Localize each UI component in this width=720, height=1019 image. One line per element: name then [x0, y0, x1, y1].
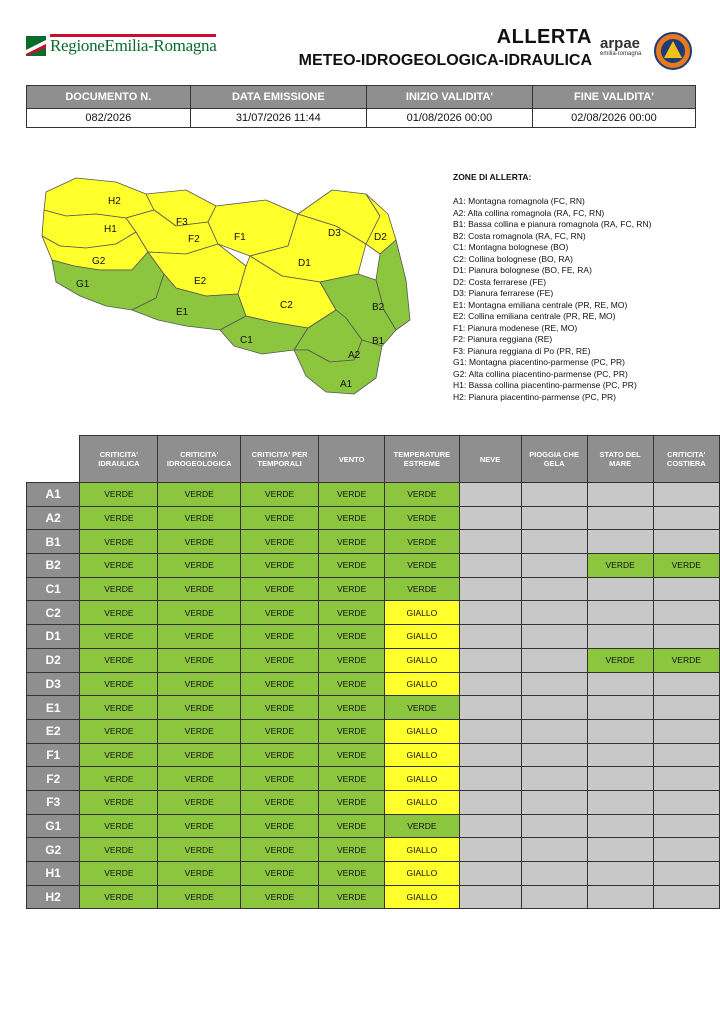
alert-cell: [521, 577, 587, 601]
alert-cell: VERDE: [80, 483, 158, 507]
alert-cell: VERDE: [80, 625, 158, 649]
alert-cell: VERDE: [653, 648, 719, 672]
alert-cell: [459, 483, 521, 507]
alert-cell: [587, 862, 653, 886]
alert-cell: [459, 648, 521, 672]
alert-cell: [587, 506, 653, 530]
alert-cell: VERDE: [158, 862, 241, 886]
alert-cell: VERDE: [80, 885, 158, 909]
alert-cell: VERDE: [319, 885, 385, 909]
alert-cell: [459, 719, 521, 743]
alert-cell: [521, 554, 587, 578]
alert-cell: [653, 577, 719, 601]
alert-cell: VERDE: [319, 743, 385, 767]
map-label-b2: B2: [372, 302, 385, 313]
legend-item: G1: Montagna piacentino-parmense (PC, PR): [453, 357, 625, 367]
alert-cell: VERDE: [158, 885, 241, 909]
alert-cell: [653, 838, 719, 862]
legend-item: A1: Montagna romagnola (FC, RN): [453, 196, 585, 206]
alert-cell: [653, 719, 719, 743]
alert-cell: [459, 838, 521, 862]
alert-cell: [587, 767, 653, 791]
alert-cell: VERDE: [319, 625, 385, 649]
alert-cell: [459, 814, 521, 838]
legend-item: F2: Pianura reggiana (RE): [453, 334, 553, 344]
grid-column-header: NEVE: [459, 436, 521, 483]
map-label-a2: A2: [348, 350, 361, 361]
alert-cell: [653, 672, 719, 696]
alert-cell: [459, 696, 521, 720]
alert-cell: GIALLO: [385, 648, 460, 672]
legend-item: C1: Montagna bolognese (BO): [453, 242, 569, 252]
map-label-a1: A1: [340, 379, 353, 390]
alert-cell: [521, 767, 587, 791]
table-row: [27, 814, 720, 838]
alert-cell: [521, 506, 587, 530]
map-label-h1: H1: [104, 224, 117, 235]
info-header-validity-end: FINE VALIDITA': [532, 86, 695, 109]
alert-cell: VERDE: [80, 719, 158, 743]
alert-cell: VERDE: [241, 577, 319, 601]
alert-cell: [521, 672, 587, 696]
alert-cell: VERDE: [385, 577, 460, 601]
alert-cell: VERDE: [241, 838, 319, 862]
zone-label: F1: [27, 743, 80, 767]
title-allerta: ALLERTA: [496, 26, 592, 48]
alert-cell: [653, 767, 719, 791]
legend-item: D3: Pianura ferrarese (FE): [453, 288, 554, 298]
table-row: [27, 838, 720, 862]
alert-cell: GIALLO: [385, 885, 460, 909]
alert-cell: [587, 672, 653, 696]
legend-item: D1: Pianura bolognese (BO, FE, RA): [453, 265, 592, 275]
alert-cell: [587, 719, 653, 743]
alert-cell: [587, 530, 653, 554]
zone-label: F2: [27, 767, 80, 791]
alert-cell: VERDE: [80, 530, 158, 554]
alert-cell: VERDE: [80, 743, 158, 767]
alert-cell: [521, 648, 587, 672]
alert-cell: [459, 577, 521, 601]
grid-corner: [27, 436, 80, 483]
zones-legend: [453, 172, 713, 403]
alert-cell: GIALLO: [385, 790, 460, 814]
alert-cell: VERDE: [80, 814, 158, 838]
alert-cell: VERDE: [241, 696, 319, 720]
alert-cell: VERDE: [319, 506, 385, 530]
alert-cell: [459, 601, 521, 625]
alert-cell: [459, 862, 521, 886]
alert-cell: VERDE: [587, 554, 653, 578]
alert-cell: VERDE: [319, 601, 385, 625]
alert-cell: [587, 885, 653, 909]
alert-grid: [26, 435, 720, 909]
alert-cell: [653, 885, 719, 909]
table-row: [27, 672, 720, 696]
alert-grid-body: [27, 483, 720, 909]
alert-cell: VERDE: [385, 696, 460, 720]
alert-cell: VERDE: [241, 814, 319, 838]
alert-cell: VERDE: [241, 530, 319, 554]
alert-cell: [459, 885, 521, 909]
alert-cell: [653, 862, 719, 886]
alert-cell: VERDE: [319, 719, 385, 743]
alert-cell: [521, 885, 587, 909]
map-label-f2: F2: [188, 234, 200, 245]
alert-cell: VERDE: [587, 648, 653, 672]
alert-cell: GIALLO: [385, 862, 460, 886]
table-row: [27, 790, 720, 814]
alert-cell: [587, 696, 653, 720]
alert-cell: VERDE: [80, 577, 158, 601]
map-label-g1: G1: [76, 279, 90, 290]
alert-cell: VERDE: [158, 506, 241, 530]
map-label-d2: D2: [374, 232, 387, 243]
alert-cell: [653, 601, 719, 625]
alert-cell: VERDE: [80, 767, 158, 791]
alert-cell: [459, 506, 521, 530]
zone-label: C2: [27, 601, 80, 625]
map-label-b1: B1: [372, 336, 385, 347]
alert-cell: VERDE: [241, 625, 319, 649]
alert-cell: [521, 814, 587, 838]
zone-label: E2: [27, 719, 80, 743]
alert-cell: [459, 554, 521, 578]
alert-cell: [521, 625, 587, 649]
legend-item: B1: Bassa collina e pianura romagnola (RA, FC, RN): [453, 219, 652, 229]
alert-cell: VERDE: [80, 838, 158, 862]
civil-protection-logo-icon: [654, 32, 692, 70]
alert-cell: VERDE: [158, 554, 241, 578]
zone-label: G2: [27, 838, 80, 862]
alert-cell: [653, 625, 719, 649]
map-label-g2: G2: [92, 256, 106, 267]
alert-cell: [459, 790, 521, 814]
legend-item: E2: Collina emiliana centrale (PR, RE, MO): [453, 311, 616, 321]
document-info-table: [26, 85, 696, 128]
table-row: [27, 577, 720, 601]
grid-column-header: PIOGGIA CHE GELA: [521, 436, 587, 483]
alert-cell: [521, 530, 587, 554]
alert-cell: [459, 743, 521, 767]
table-row: [27, 601, 720, 625]
alert-cell: [521, 696, 587, 720]
alert-cell: [459, 625, 521, 649]
alert-cell: VERDE: [319, 862, 385, 886]
alert-cell: VERDE: [158, 483, 241, 507]
grid-column-header: CRITICITA' PER TEMPORALI: [241, 436, 319, 483]
alert-cell: [521, 743, 587, 767]
alert-cell: VERDE: [80, 648, 158, 672]
legend-item: D2: Costa ferrarese (FE): [453, 276, 547, 287]
alert-cell: VERDE: [653, 554, 719, 578]
legend-item: H2: Pianura piacentino-parmense (PC, PR): [453, 391, 616, 402]
region-logo-text: RegioneEmilia-Romagna: [50, 36, 217, 55]
alert-cell: VERDE: [385, 554, 460, 578]
alert-cell: [459, 530, 521, 554]
table-row: [27, 885, 720, 909]
grid-column-header: TEMPERATURE ESTREME: [385, 436, 460, 483]
legend-item: G2: Alta collina piacentino-parmense (PC, PR): [453, 368, 628, 379]
alert-cell: VERDE: [319, 554, 385, 578]
alert-cell: GIALLO: [385, 743, 460, 767]
grid-column-header: CRITICITA' COSTIERA: [653, 436, 719, 483]
map-label-c2: C2: [280, 300, 293, 311]
arpae-logo-sub: emilia-romagna: [600, 51, 642, 57]
alert-cell: VERDE: [241, 601, 319, 625]
alert-cell: [587, 790, 653, 814]
alert-cell: [587, 743, 653, 767]
map-label-e2: E2: [194, 276, 207, 287]
alert-cell: VERDE: [158, 743, 241, 767]
map-label-h2: H2: [108, 196, 121, 207]
alert-cell: VERDE: [80, 554, 158, 578]
alert-cell: VERDE: [158, 577, 241, 601]
alert-cell: VERDE: [241, 767, 319, 791]
alert-cell: VERDE: [158, 838, 241, 862]
alert-cell: VERDE: [319, 530, 385, 554]
alert-cell: VERDE: [158, 814, 241, 838]
zone-label: D3: [27, 672, 80, 696]
alert-cell: VERDE: [80, 862, 158, 886]
alert-cell: [653, 743, 719, 767]
info-document-number: 082/2026: [27, 109, 191, 128]
zone-label: G1: [27, 814, 80, 838]
zone-label: C1: [27, 577, 80, 601]
table-row: [27, 862, 720, 886]
alert-cell: VERDE: [385, 530, 460, 554]
alert-cell: VERDE: [241, 506, 319, 530]
zone-label: A1: [27, 483, 80, 507]
legend-item: E1: Montagna emiliana centrale (PR, RE, MO): [453, 299, 628, 310]
alert-cell: VERDE: [319, 577, 385, 601]
info-header-validity-start: INIZIO VALIDITA': [367, 86, 533, 109]
alert-cell: [587, 814, 653, 838]
alert-cell: [459, 767, 521, 791]
info-header-document: DOCUMENTO N.: [27, 86, 191, 109]
alert-cell: VERDE: [241, 554, 319, 578]
alert-cell: VERDE: [241, 719, 319, 743]
alert-cell: VERDE: [80, 672, 158, 696]
grid-column-header: CRITICITA' IDROGEOLOGICA: [158, 436, 241, 483]
alert-cell: VERDE: [319, 838, 385, 862]
alert-cell: [587, 601, 653, 625]
arpae-logo: [600, 36, 650, 66]
map-label-f1: F1: [234, 232, 246, 243]
alert-cell: VERDE: [319, 696, 385, 720]
table-row: [27, 719, 720, 743]
alert-cell: VERDE: [319, 672, 385, 696]
alert-cell: VERDE: [385, 814, 460, 838]
alert-cell: [587, 577, 653, 601]
arpae-logo-name: arpae: [600, 35, 641, 52]
table-row: [27, 648, 720, 672]
zone-label: B1: [27, 530, 80, 554]
alert-cell: [521, 838, 587, 862]
map-label-f3: F3: [176, 217, 188, 228]
legend-item: B2: Costa romagnola (RA, FC, RN): [453, 230, 586, 241]
alert-cell: [653, 530, 719, 554]
alert-cell: [521, 790, 587, 814]
grid-column-header: STATO DEL MARE: [587, 436, 653, 483]
map-label-c1: C1: [240, 335, 253, 346]
alert-cell: VERDE: [241, 483, 319, 507]
alert-cell: VERDE: [80, 601, 158, 625]
alert-cell: [653, 790, 719, 814]
alert-cell: VERDE: [319, 790, 385, 814]
alert-cell: VERDE: [158, 648, 241, 672]
zone-label: H2: [27, 885, 80, 909]
table-row: [27, 554, 720, 578]
alert-cell: GIALLO: [385, 767, 460, 791]
legend-item: F1: Pianura modenese (RE, MO): [453, 322, 578, 333]
map-zone-h2: [44, 178, 154, 218]
alert-cell: [653, 483, 719, 507]
alert-cell: VERDE: [319, 767, 385, 791]
alert-cell: GIALLO: [385, 625, 460, 649]
table-row: [27, 696, 720, 720]
alert-cell: VERDE: [385, 483, 460, 507]
alert-cell: VERDE: [241, 743, 319, 767]
alert-cell: VERDE: [158, 790, 241, 814]
info-issue-date: 31/07/2026 11:44: [190, 109, 366, 128]
alert-cell: VERDE: [158, 696, 241, 720]
map-label-d1: D1: [298, 258, 311, 269]
alert-cell: [521, 601, 587, 625]
zone-label: D1: [27, 625, 80, 649]
table-row: [27, 625, 720, 649]
alert-cell: VERDE: [80, 506, 158, 530]
table-row: [27, 767, 720, 791]
alert-grid-header: [27, 436, 720, 483]
alert-cell: VERDE: [319, 814, 385, 838]
legend-item: F3: Pianura reggiana di Po (PR, RE): [453, 345, 591, 356]
alert-cell: [521, 862, 587, 886]
alert-cell: VERDE: [158, 719, 241, 743]
map-label-e1: E1: [176, 307, 189, 318]
alert-cell: [459, 672, 521, 696]
zone-label: E1: [27, 696, 80, 720]
zone-label: B2: [27, 554, 80, 578]
info-validity-end: 02/08/2026 00:00: [532, 109, 695, 128]
alert-cell: VERDE: [319, 648, 385, 672]
alert-zones-map: [36, 170, 446, 410]
table-row: [27, 506, 720, 530]
alert-cell: VERDE: [158, 767, 241, 791]
alert-cell: VERDE: [241, 885, 319, 909]
table-row: [27, 530, 720, 554]
grid-column-header: CRITICITA' IDRAULICA: [80, 436, 158, 483]
table-row: [27, 483, 720, 507]
region-logo: [26, 34, 218, 60]
alert-cell: VERDE: [241, 862, 319, 886]
zone-label: H1: [27, 862, 80, 886]
alert-cell: VERDE: [241, 672, 319, 696]
alert-cell: VERDE: [158, 672, 241, 696]
legend-title: ZONE DI ALLERTA:: [453, 172, 532, 182]
alert-cell: [521, 483, 587, 507]
table-row: [27, 743, 720, 767]
alert-cell: [587, 838, 653, 862]
zone-label: F3: [27, 790, 80, 814]
alert-cell: GIALLO: [385, 719, 460, 743]
alert-cell: [587, 483, 653, 507]
alert-cell: VERDE: [158, 530, 241, 554]
alert-cell: [587, 625, 653, 649]
alert-cell: [521, 719, 587, 743]
alert-cell: VERDE: [241, 648, 319, 672]
title-subtitle: METEO-IDROGEOLOGICA-IDRAULICA: [298, 52, 592, 69]
alert-cell: GIALLO: [385, 601, 460, 625]
legend-item: A2: Alta collina romagnola (RA, FC, RN): [453, 207, 605, 218]
alert-cell: VERDE: [158, 625, 241, 649]
region-logo-mark-icon: [26, 36, 46, 56]
map-label-d3: D3: [328, 228, 341, 239]
info-validity-start: 01/08/2026 00:00: [367, 109, 533, 128]
alert-cell: [653, 506, 719, 530]
legend-list: [453, 196, 713, 403]
alert-cell: VERDE: [80, 696, 158, 720]
alert-cell: [653, 696, 719, 720]
alert-cell: [653, 814, 719, 838]
alert-cell: VERDE: [385, 506, 460, 530]
alert-cell: VERDE: [158, 601, 241, 625]
alert-cell: VERDE: [319, 483, 385, 507]
zone-label: D2: [27, 648, 80, 672]
legend-item: H1: Bassa collina piacentino-parmense (PC, PR): [453, 380, 637, 390]
alert-cell: VERDE: [241, 790, 319, 814]
alert-cell: VERDE: [80, 790, 158, 814]
alert-cell: GIALLO: [385, 838, 460, 862]
grid-column-header: VENTO: [319, 436, 385, 483]
legend-item: C2: Collina bolognese (BO, RA): [453, 253, 574, 264]
info-header-issue-date: DATA EMISSIONE: [190, 86, 366, 109]
alert-cell: GIALLO: [385, 672, 460, 696]
zone-label: A2: [27, 506, 80, 530]
